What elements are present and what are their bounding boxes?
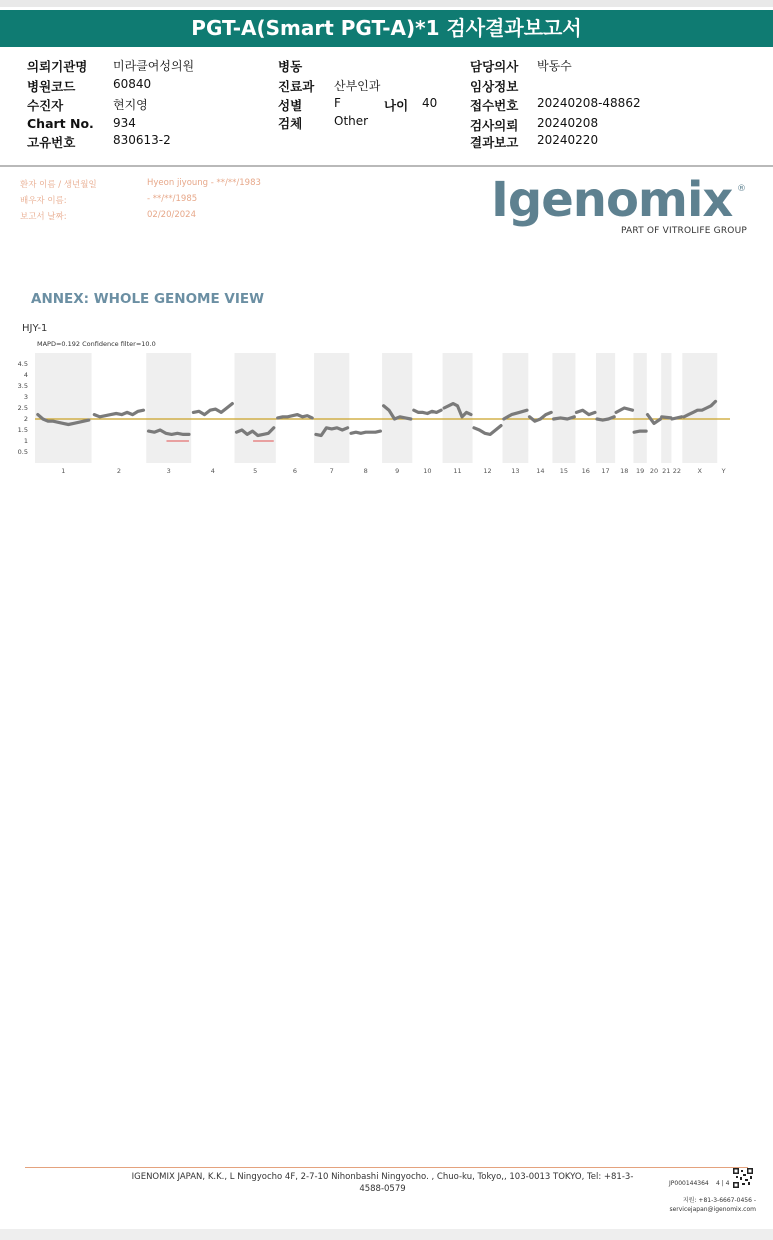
copy-number-series	[474, 426, 501, 435]
age-value: 40	[422, 96, 438, 110]
x-tick-label: 21	[662, 467, 671, 475]
hospital-label: 의뢰기관명	[27, 59, 88, 74]
copy-number-series	[577, 410, 596, 414]
bottom-strip	[0, 1229, 773, 1240]
ward-label: 병동	[278, 59, 303, 74]
x-tick-label: 14	[536, 467, 545, 475]
patient-value: 현지영	[113, 98, 148, 112]
chart-no-label: Chart No.	[27, 116, 94, 131]
receipt-value: 20240208-48862	[537, 96, 641, 110]
chromosome-band	[146, 353, 191, 463]
spouse-value: - **/**/1985	[147, 194, 198, 204]
chart-no-value: 934	[113, 116, 136, 130]
copy-number-series	[662, 417, 671, 418]
chromosome-band	[234, 353, 275, 463]
y-tick-label: 1.5	[17, 426, 28, 434]
report-date-en-label: 보고서 날짜:	[20, 212, 67, 222]
spouse-label: 배우자 이름:	[20, 196, 67, 206]
x-tick-label: 11	[453, 467, 462, 475]
dept-value: 산부인과	[334, 79, 381, 93]
y-tick-label: 0.5	[17, 448, 28, 456]
clinical-label: 임상정보	[470, 79, 519, 94]
x-tick-label: 4	[210, 467, 215, 475]
request-value: 20240208	[537, 116, 599, 130]
report-date-value: 20240220	[537, 133, 599, 147]
x-tick-label: 6	[292, 467, 298, 475]
dept-label: 진료과	[278, 79, 315, 94]
x-tick-label: 7	[329, 467, 334, 475]
copy-number-series	[672, 417, 682, 419]
sex-value: F	[334, 96, 341, 110]
copy-number-series	[278, 415, 313, 418]
footer-address: IGENOMIX JAPAN, K.K., L Ningyocho 4F, 2-7-10 Nihonbashi Ningyocho. , Chuo-ku, Tokyo,, 103-0013 TOKYO, Tel: +81-3-4588-0579	[131, 1172, 634, 1194]
chromosome-band	[502, 353, 528, 463]
x-tick-label: 15	[559, 467, 569, 475]
x-tick-label: 1	[61, 467, 66, 475]
copy-number-series	[554, 417, 575, 419]
chromosome-band	[314, 353, 349, 463]
y-tick-label: 4.5	[17, 360, 28, 368]
y-tick-label: 3.5	[17, 382, 28, 390]
annex-title: ANNEX: WHOLE GENOME VIEW	[31, 291, 264, 307]
specimen-label: 검체	[278, 116, 303, 131]
logo-subtitle: PART OF VITROLIFE GROUP	[620, 226, 747, 236]
x-tick-label: 20	[649, 467, 659, 475]
copy-number-series	[351, 431, 380, 433]
chromosome-band	[552, 353, 575, 463]
age-label: 나이	[384, 98, 409, 113]
chromosome-band	[35, 353, 92, 463]
sample-id: HJY-1	[22, 323, 48, 334]
patient-label: 수진자	[27, 98, 64, 113]
chromosome-band	[682, 353, 717, 463]
contact-phone: 지원: +81-3-6667-0456 -	[682, 1197, 756, 1204]
x-tick-label: 3	[166, 467, 171, 475]
y-tick-label: 3	[23, 393, 28, 401]
whole-genome-chart	[15, 345, 745, 477]
x-tick-label: 12	[483, 467, 492, 475]
document-id: JP000144364	[669, 1180, 709, 1187]
x-tick-label: 10	[423, 467, 432, 475]
x-tick-label: 2	[116, 467, 121, 475]
patient-name-label: 환자 이름 / 생년월일	[20, 180, 97, 190]
mapd-note: MAPD=0.192 Confidence filter=10.0	[37, 340, 156, 348]
code-value: 60840	[113, 77, 152, 91]
hospital-value: 미라클여성의원	[113, 59, 195, 73]
unique-value: 830613-2	[113, 133, 171, 147]
y-tick-label: 1	[23, 437, 28, 445]
report-header	[0, 54, 773, 164]
copy-number-series	[94, 410, 143, 417]
x-tick-label: 22	[672, 467, 682, 475]
copy-number-series	[616, 408, 632, 412]
x-tick-label: 9	[395, 467, 400, 475]
patient-name-value: Hyeon jiyoung - **/**/1983	[147, 178, 261, 188]
top-strip	[0, 0, 773, 7]
doctor-label: 담당의사	[470, 59, 519, 74]
x-tick-label: Y	[721, 467, 726, 475]
report-date-label: 결과보고	[470, 135, 519, 150]
x-tick-label: 16	[581, 467, 590, 475]
x-tick-label: 17	[601, 467, 610, 475]
y-tick-label: 4	[23, 371, 28, 379]
header-divider	[0, 165, 773, 167]
report-date-en-value: 02/20/2024	[147, 210, 196, 220]
qr-code-icon	[733, 1168, 753, 1188]
receipt-label: 접수번호	[470, 98, 519, 113]
contact-info	[656, 1196, 756, 1214]
chromosome-band	[596, 353, 615, 463]
sex-label: 성별	[278, 98, 303, 113]
registered-mark: ®	[737, 184, 746, 194]
x-tick-label: X	[697, 467, 702, 475]
logo-wordmark: Igenomix	[491, 172, 733, 228]
contact-email[interactable]: servicejapan@igenomix.com	[669, 1206, 756, 1213]
y-tick-label: 2.5	[17, 404, 28, 412]
x-tick-label: 13	[511, 467, 520, 475]
x-tick-label: 18	[620, 467, 629, 475]
y-tick-label: 2	[23, 415, 28, 423]
specimen-value: Other	[334, 114, 369, 128]
page-number: 4 | 4	[716, 1180, 730, 1187]
x-tick-label: 8	[363, 467, 368, 475]
chromosome-band	[661, 353, 671, 463]
request-label: 검사의뢰	[470, 118, 519, 133]
footer-divider	[25, 1167, 748, 1168]
report-title: PGT-A(Smart PGT-A)*1 검사결과보고서	[0, 10, 773, 47]
copy-number-series	[634, 431, 646, 432]
copy-number-series	[530, 412, 552, 421]
x-tick-label: 19	[635, 467, 645, 475]
copy-number-series	[414, 410, 441, 413]
chromosome-band	[633, 353, 646, 463]
igenomix-logo	[491, 172, 751, 238]
x-tick-label: 5	[253, 467, 258, 475]
unique-label: 고유번호	[27, 135, 76, 150]
code-label: 병원코드	[27, 79, 76, 94]
doctor-value: 박동수	[537, 59, 572, 73]
copy-number-series	[193, 404, 232, 415]
